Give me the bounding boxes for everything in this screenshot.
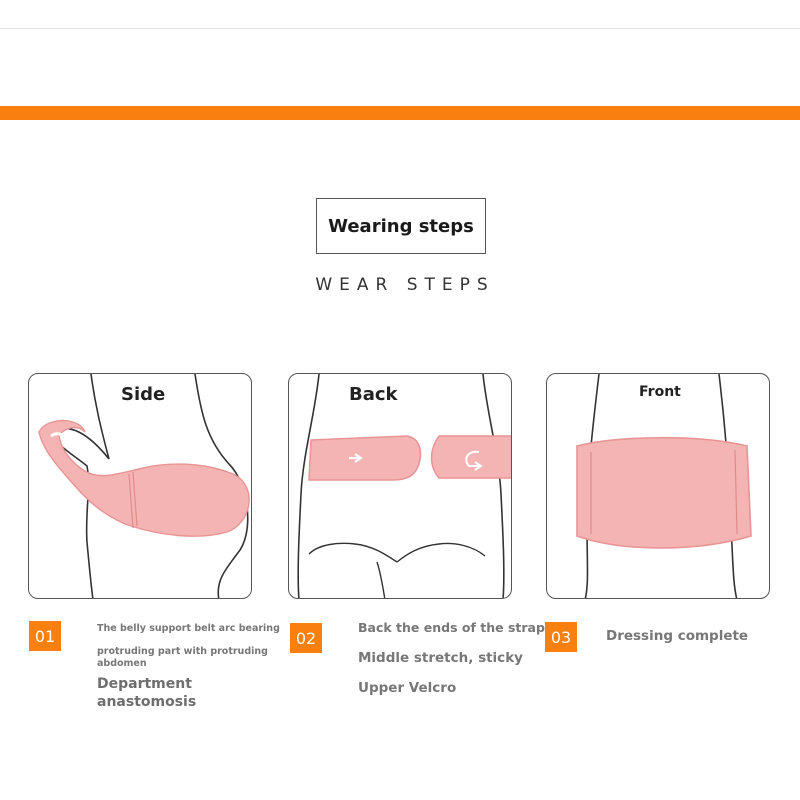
side-view-illustration <box>29 374 252 599</box>
front-view-panel <box>546 373 770 599</box>
step-1-line-2: protruding part with protruding <box>97 646 268 657</box>
section-subtitle: WEAR STEPS <box>315 275 495 295</box>
step-number-2: 02 <box>290 623 322 653</box>
front-view-illustration <box>547 374 770 599</box>
step-1-line-4: Department <box>97 676 192 692</box>
accent-bar <box>0 106 800 120</box>
section-title: Wearing steps <box>316 198 486 254</box>
back-view-panel <box>288 373 512 599</box>
step-1-line-1: The belly support belt arc bearing <box>97 623 280 634</box>
panel-label-front: Front <box>639 384 681 400</box>
panel-label-side: Side <box>121 384 166 405</box>
step-2-line-2: Middle stretch, sticky <box>358 650 523 666</box>
step-number-1: 01 <box>29 621 61 651</box>
side-view-panel <box>28 373 252 599</box>
panel-label-back: Back <box>349 384 398 405</box>
step-2-line-1: Back the ends of the strap <box>358 620 545 635</box>
step-3-line-1: Dressing complete <box>606 628 749 644</box>
step-1-line-3: abdomen <box>97 658 147 669</box>
step-2-line-3: Upper Velcro <box>358 680 457 696</box>
step-1-line-5: anastomosis <box>97 694 197 710</box>
top-divider <box>0 28 800 29</box>
back-view-illustration <box>289 374 512 599</box>
step-number-3: 03 <box>545 622 577 652</box>
